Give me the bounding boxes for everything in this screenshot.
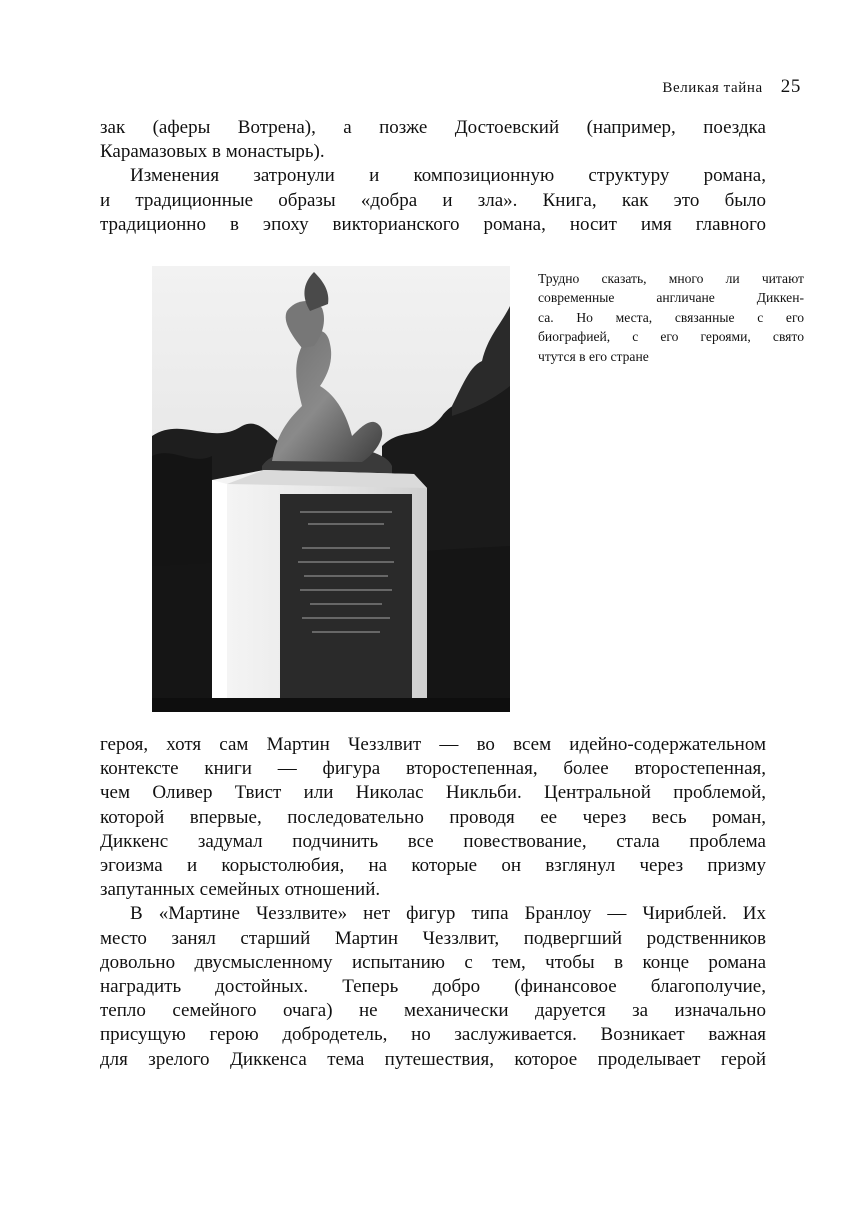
caption-line: Трудно сказать, много ли читают <box>538 271 804 286</box>
text-line: чем Оливер Твист или Николас Никльби. Центральной проблемой, <box>100 782 766 804</box>
text-line: эгоизма и корыстолюбия, на которые он взглянул через призму <box>100 855 766 877</box>
text-line: довольно двусмысленному испытанию с тем, чтобы в конце романа <box>100 951 766 973</box>
text-line: и традиционные образы «добра и зла». Книга, как это было <box>100 189 766 211</box>
caption-line: современные англичане Диккен- <box>538 290 804 306</box>
text-line: В «Мартине Чеззлвите» нет фигур типа Бранлоу — Чириблей. Их <box>130 903 766 925</box>
caption-line: са. Но места, связанные с его <box>538 309 804 325</box>
photo-caption <box>538 269 804 366</box>
text-block-bottom <box>100 733 766 1072</box>
text-line: которой впервые, последовательно проводя ее через весь роман, <box>100 806 766 828</box>
text-line: Диккенс задумал подчинить все повествование, стала проблема <box>100 830 766 852</box>
caption-line: чтутся в его стране <box>538 348 649 364</box>
page-number: 25 <box>780 76 801 97</box>
monument-photo <box>152 266 510 712</box>
running-head <box>662 76 801 98</box>
text-line: тепло семейного очага) не механически даруется за изначально <box>100 1000 766 1022</box>
text-line: место занял старший Мартин Чеззлвит, подвергший родственников <box>100 927 766 949</box>
text-line: Изменения затронули и композиционную структуру романа, <box>130 165 766 187</box>
section-title: Великая тайна <box>662 80 763 96</box>
text-line: традиционно в эпоху викторианского романа, носит имя главного <box>100 213 766 235</box>
text-line: Карамазовых в монастырь). <box>100 141 325 163</box>
text-line: для зрелого Диккенса тема путешествия, которое проделывает герой <box>100 1048 766 1070</box>
text-line: запутанных семейных отношений. <box>100 879 381 901</box>
text-line: героя, хотя сам Мартин Чеззлвит — во всем идейно-содержательном <box>100 734 766 755</box>
text-block-top <box>100 116 766 237</box>
caption-line: биографией, с его героями, свято <box>538 329 804 345</box>
text-line: контексте книги — фигура второстепенная, более второстепенная, <box>100 758 766 780</box>
text-line: наградить достойных. Теперь добро (финансовое благополучие, <box>100 976 766 998</box>
text-line: зак (аферы Вотрена), а позже Достоевский (например, поездка <box>100 117 766 138</box>
monument-illustration <box>152 266 510 712</box>
text-line: присущую герою добродетель, но заслуживается. Возникает важная <box>100 1024 766 1046</box>
